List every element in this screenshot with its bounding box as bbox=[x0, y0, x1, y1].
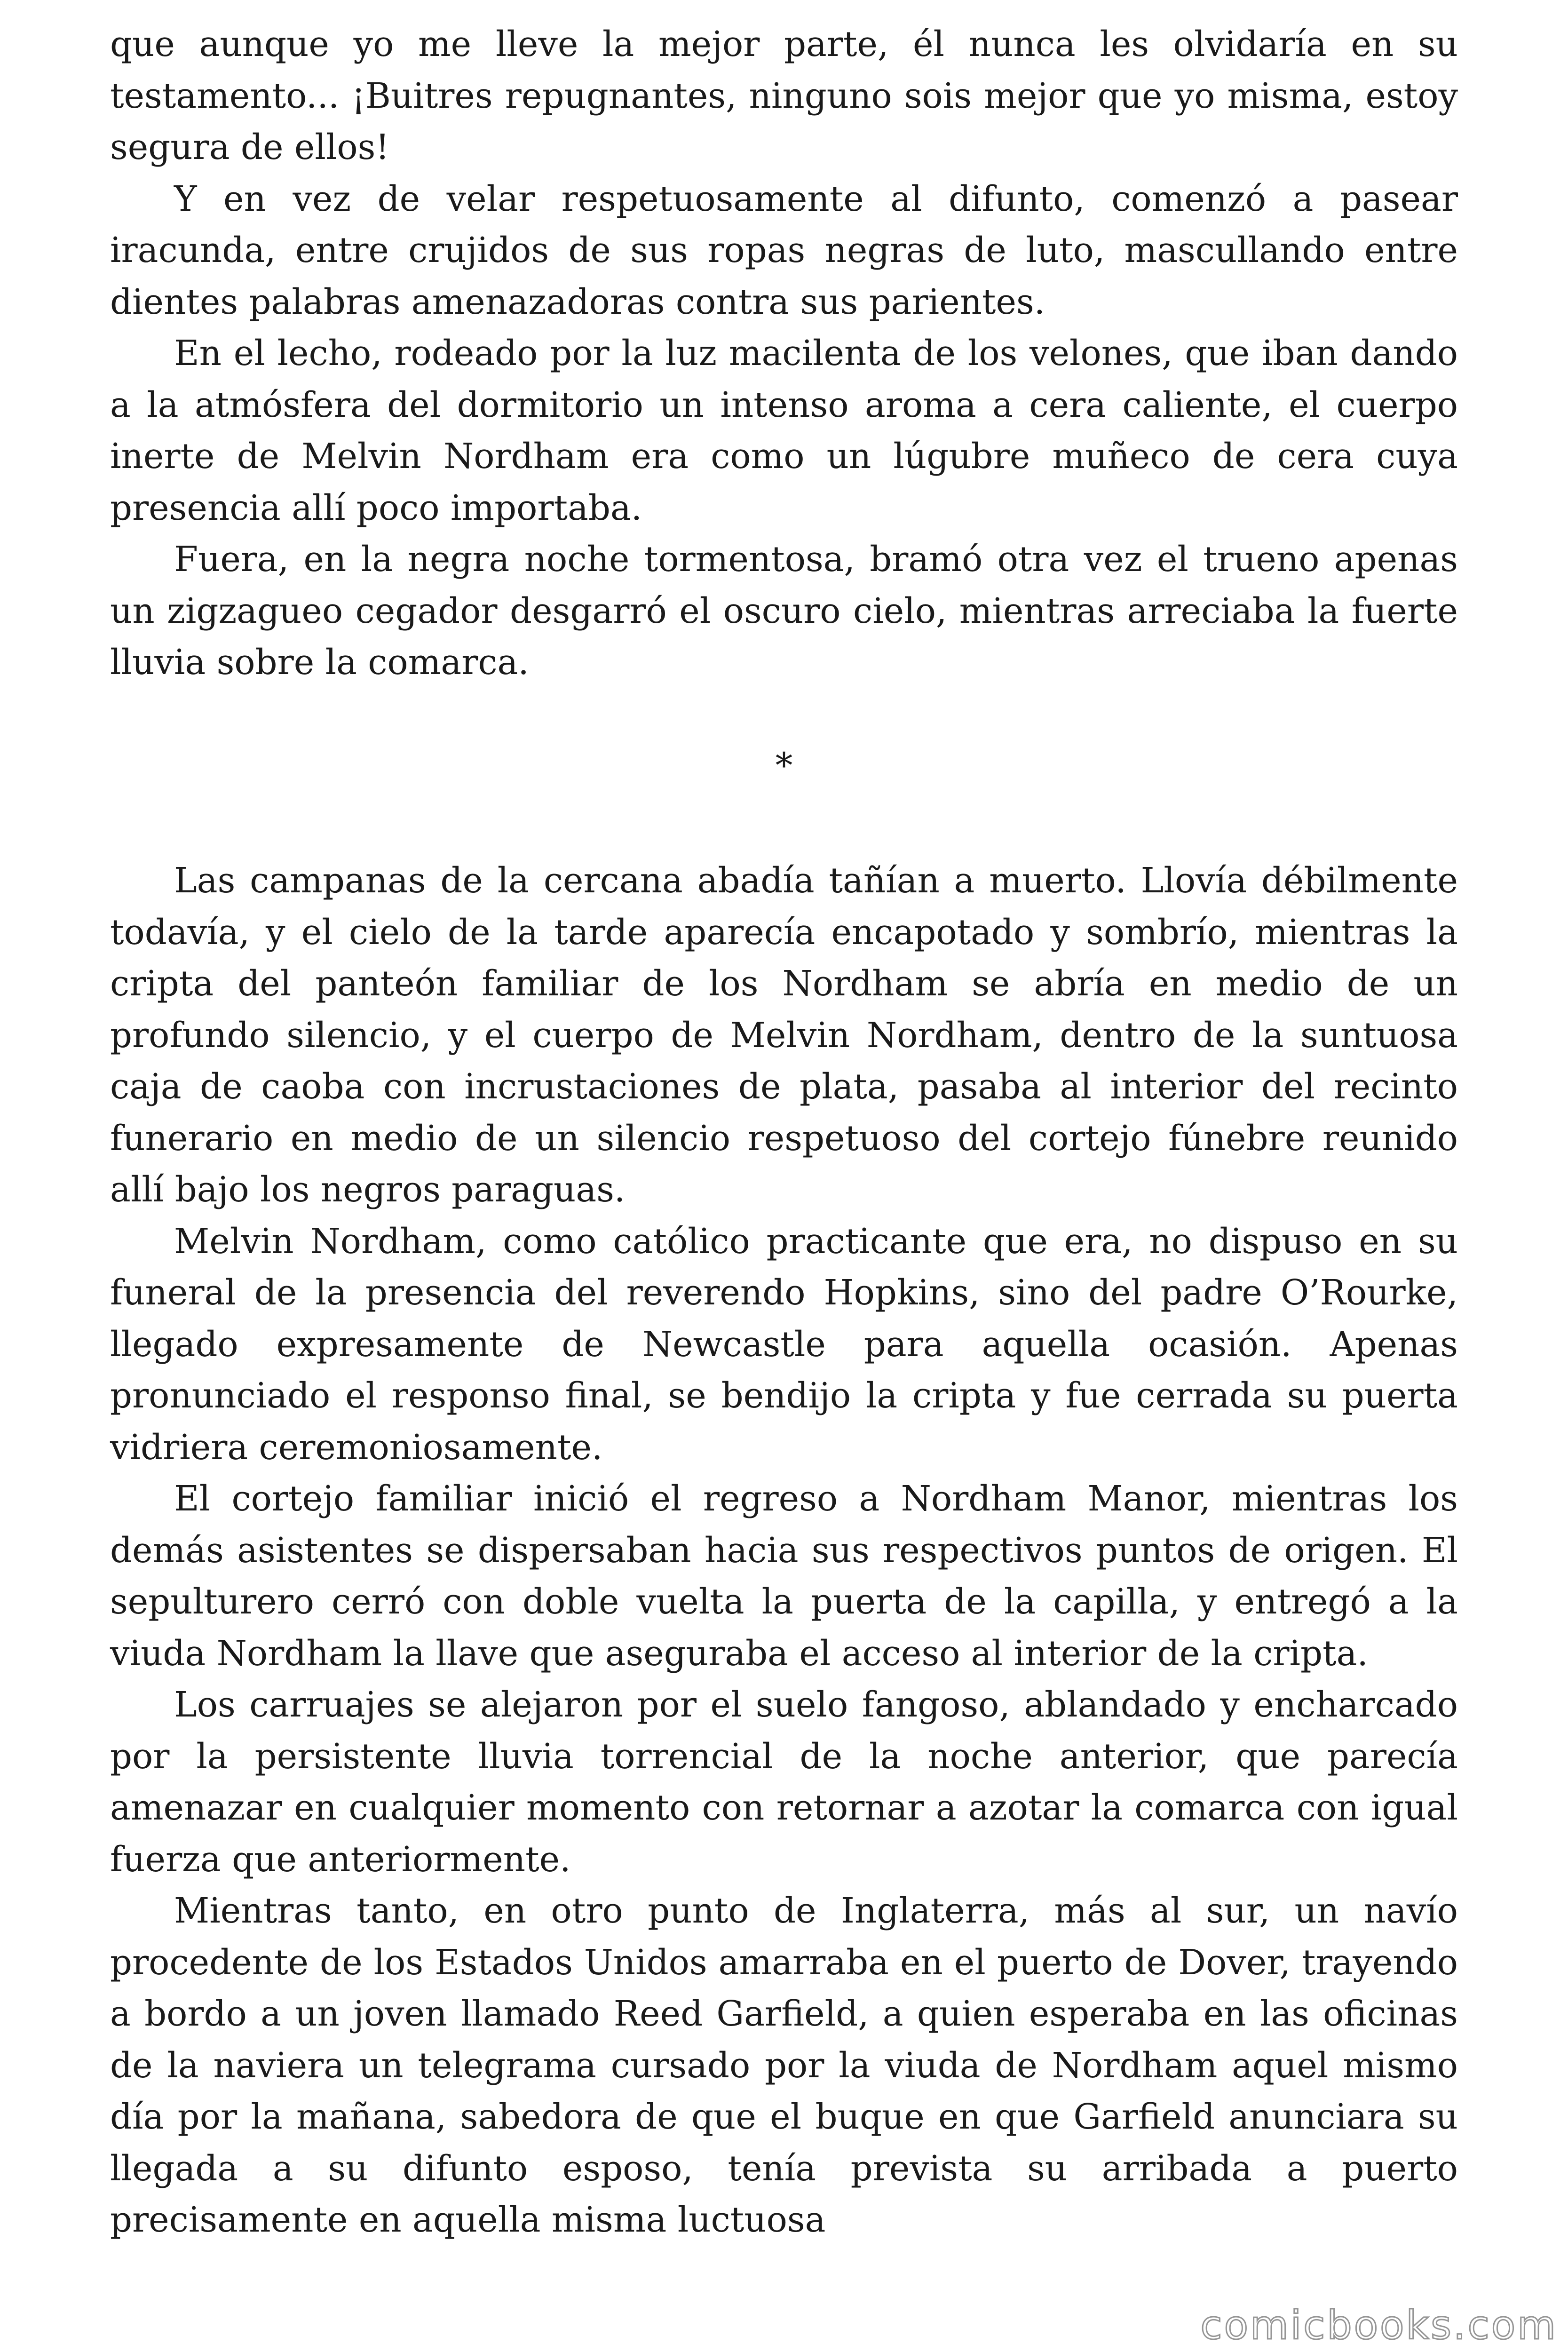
paragraph: Mientras tanto, en otro punto de Inglaterra, más al sur, un navío procedente de los Estados Unidos amarraba en el puerto de Dover, trayendo a bordo a un joven llamado Reed Garfield, a quien esperaba en las oficinas de la naviera un telegrama cursado por la viuda de Nordham aquel mismo día por la mañana, sabedora de que el buque en que Garfield anunciara su llegada a su difunto esposo, tenía prevista su arribada a puerto precisamente en aquella misma luctuosa bbox=[110, 1891, 1458, 2240]
paragraph: Fuera, en la negra noche tormentosa, bramó otra vez el trueno apenas un zigzagueo cegador desgarró el oscuro cielo, mientras arreciaba la fuerte lluvia sobre la comarca. bbox=[110, 540, 1458, 683]
paragraph: Las campanas de la cercana abadía tañían a muerto. Llovía débilmente todavía, y el cielo de la tarde aparecía encapotado y sombrío, mientras la cripta del panteón familiar de los Nordham se abría en medio de un profundo silencio, y el cuerpo de Melvin Nordham, dentro de la suntuosa caja de caoba con incrustaciones de plata, pasaba al interior del recinto funerario en medio de un silencio respetuoso del cortejo fúnebre reunido allí bajo los negros paraguas. bbox=[110, 861, 1458, 1210]
paragraph: Los carruajes se alejaron por el suelo fangoso, ablandado y encharcado por la persistente lluvia torrencial de la noche anterior, que parecía amenazar en cualquier momento con retornar a azotar la comarca con igual fuerza que anteriormente. bbox=[110, 1685, 1458, 1880]
section-separator: * bbox=[775, 746, 793, 786]
paragraph: En el lecho, rodeado por la luz macilenta de los velones, que iban dando a la atmósfera del dormitorio un intenso aroma a cera caliente, el cuerpo inerte de Melvin Nordham era como un lúgubre muñeco de cera cuya presencia allí poco importaba. bbox=[110, 334, 1458, 528]
page-body bbox=[110, 19, 1458, 2246]
paragraph: que aunque yo me lleve la mejor parte, él nunca les olvidaría en su testamento... ¡Buitres repugnantes, ninguno sois mejor que yo misma, estoy segura de ellos! bbox=[110, 24, 1458, 167]
paragraph: El cortejo familiar inició el regreso a Nordham Manor, mientras los demás asistentes se dispersaban hacia sus respectivos puntos de origen. El sepulturero cerró con doble vuelta la puerta de la capilla, y entregó a la viuda Nordham la llave que aseguraba el acceso al interior de la cripta. bbox=[110, 1479, 1458, 1674]
paragraph: Y en vez de velar respetuosamente al difunto, comenzó a pasear iracunda, entre crujidos de sus ropas negras de luto, mascullando entre dientes palabras amenazadoras contra sus parientes. bbox=[110, 179, 1458, 322]
paragraph: Melvin Nordham, como católico practicante que era, no dispuso en su funeral de la presencia del reverendo Hopkins, sino del padre O’Rourke, llegado expresamente de Newcastle para aquella ocasión. Apenas pronunciado el responso final, se bendijo la cripta y fue cerrada su puerta vidriera ceremoniosamente. bbox=[110, 1221, 1458, 1468]
watermark: comicbooks.com bbox=[1200, 2302, 1558, 2348]
